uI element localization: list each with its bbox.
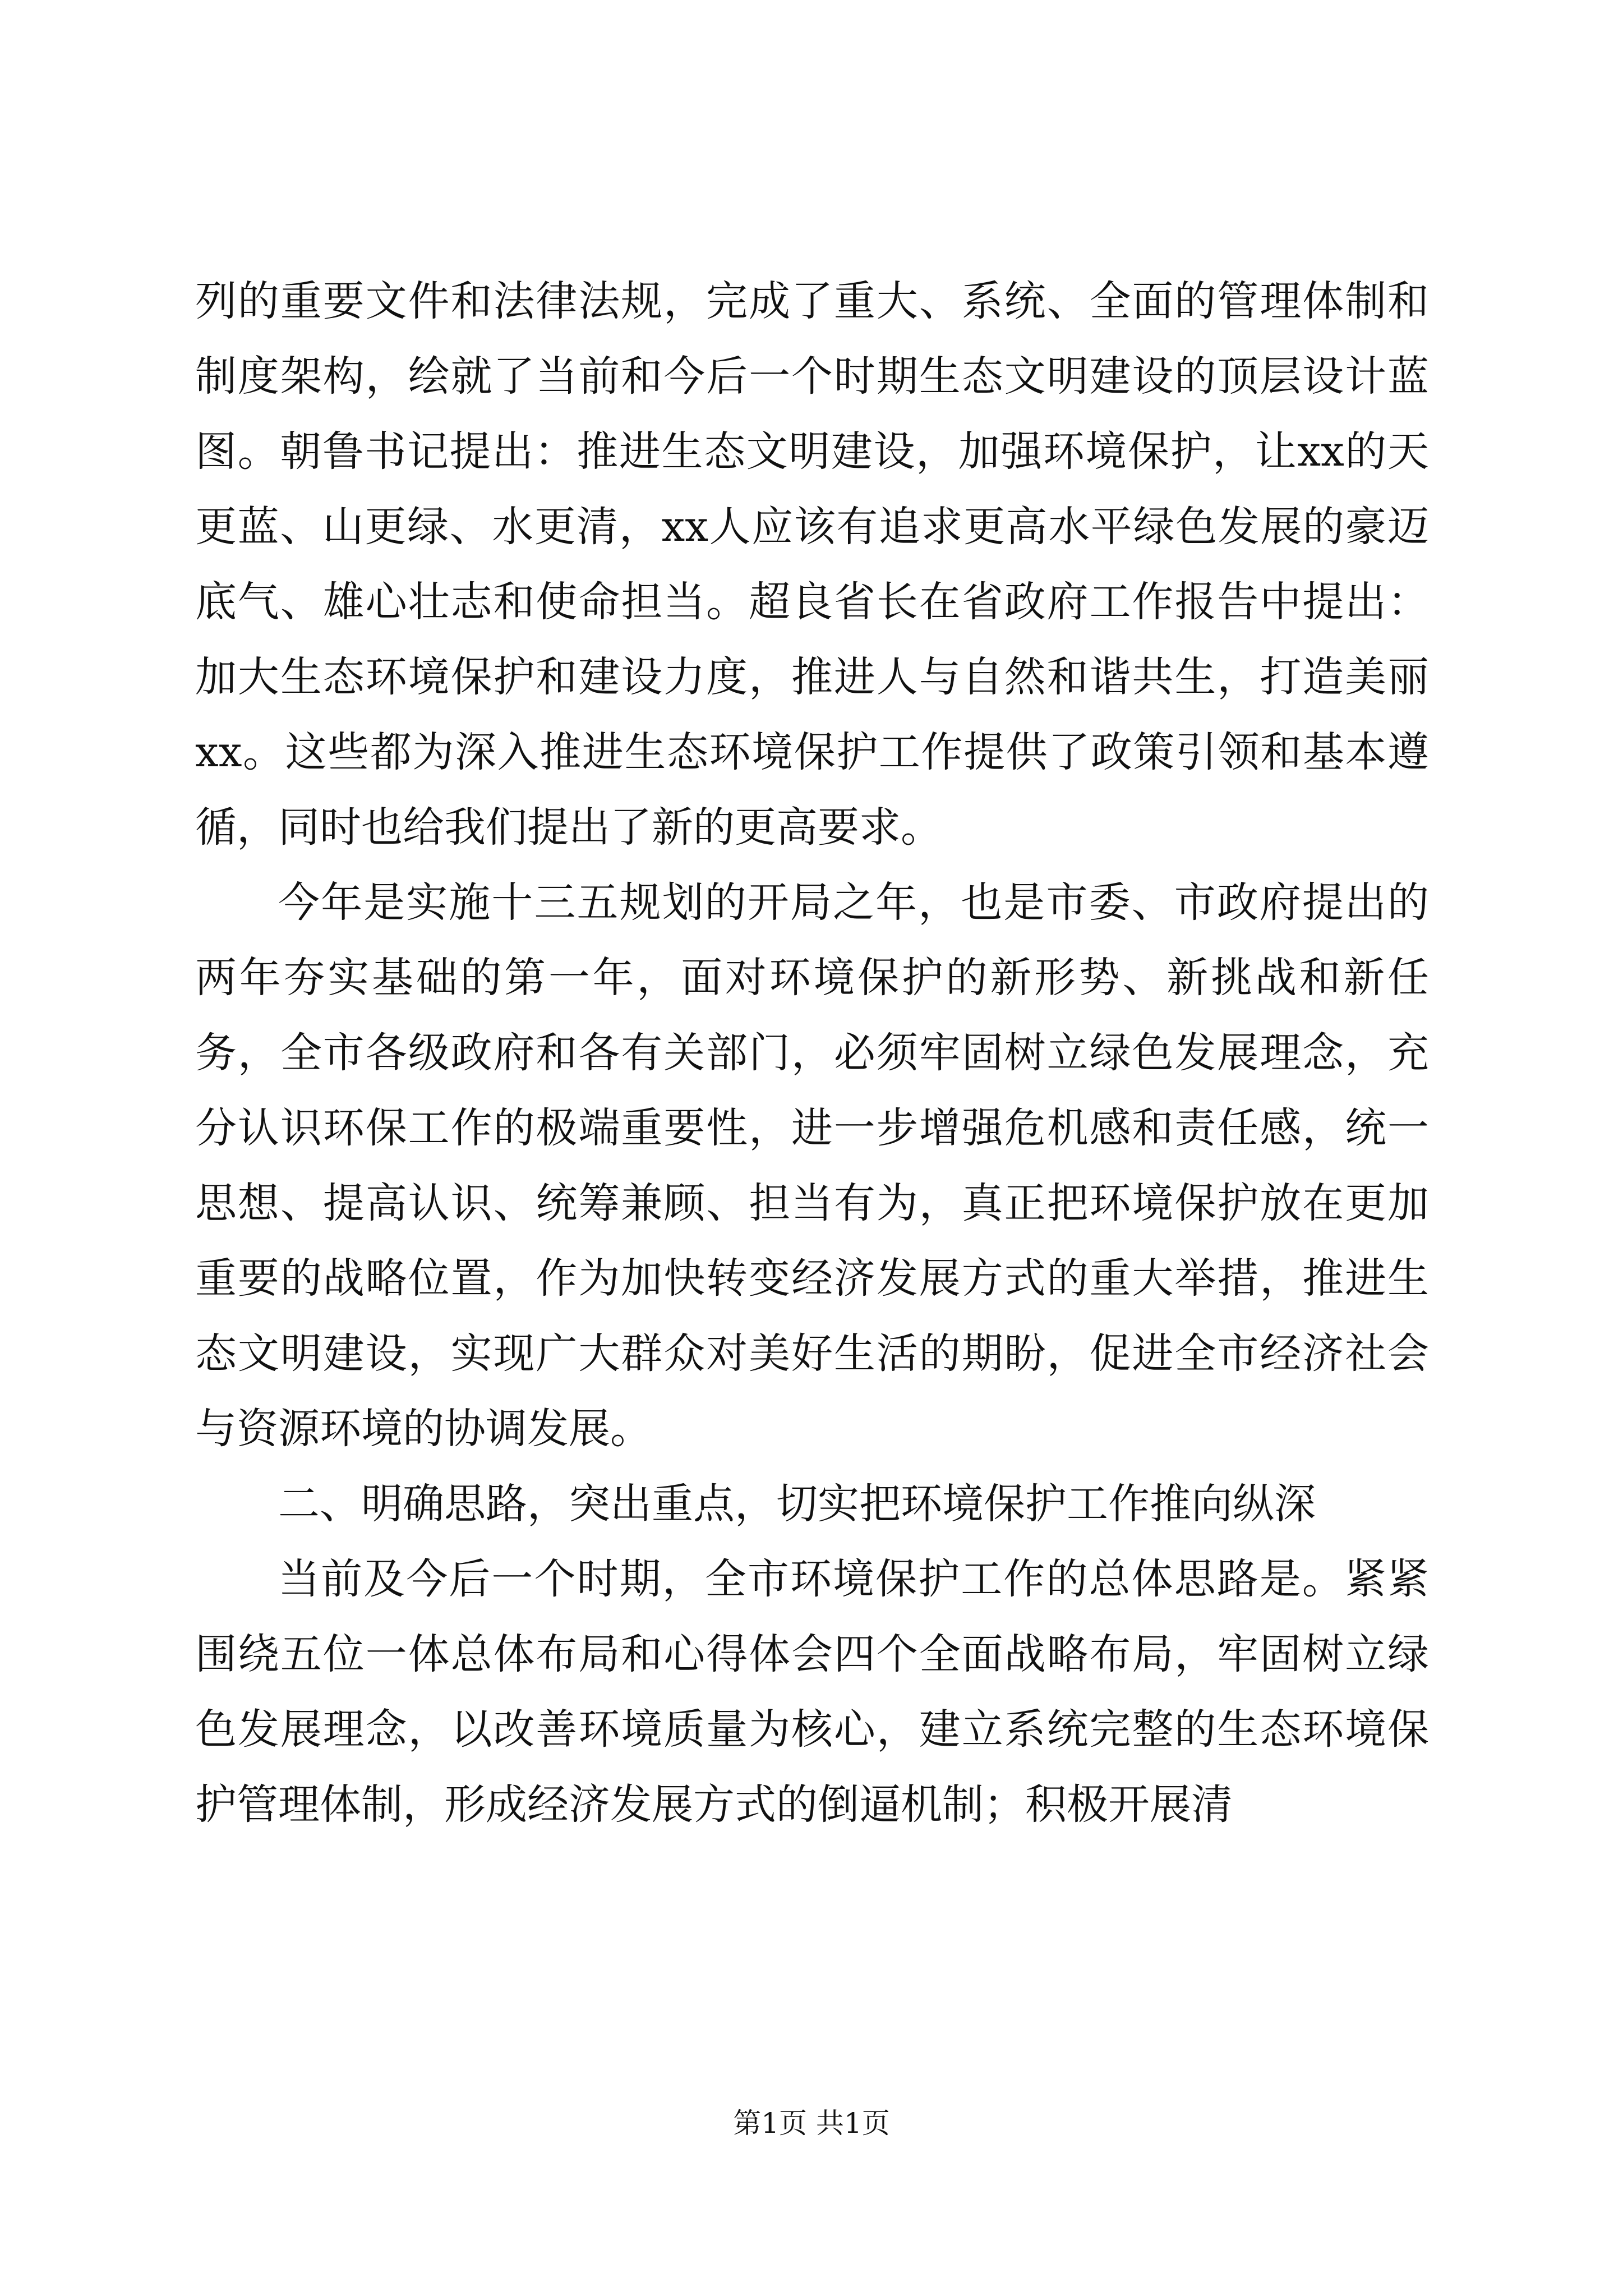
section-heading: 二、明确思路，突出重点，切实把环境保护工作推向纵深 [278,1480,1316,1528]
document-body [195,264,1429,1842]
page-footer: 第1页 共1页 [733,2107,890,2139]
paragraph-2: 今年是实施十三五规划的开局之年，也是市委、市政府提出的两年夯实基础的第一年，面对环境保护的新形势、新挑战和新任务，全市各级政府和各有关部门，必须牢固树立绿色发展理念，充分认识环保工作的极端重要性，进一步增强危机感和责任感，统一思想、提高认识、统筹兼顾、担当有为，真正把环境保护放在更加重要的战略位置，作为加快转变经济发展方式的重大举措，推进生态文明建设，实现广大群众对美好生活的期盼，促进全市经济社会与资源环境的协调发展。 [195,878,1429,1453]
paragraph-3: 当前及今后一个时期，全市环境保护工作的总体思路是。紧紧围绕五位一体总体布局和心得体会四个全面战略布局，牢固树立绿色发展理念，以改善环境质量为核心，建立系统完整的生态环境保护管理体制，形成经济发展方式的倒逼机制；积极开展清 [195,1555,1429,1829]
paragraph-1: 列的重要文件和法律法规，完成了重大、系统、全面的管理体制和制度架构，绘就了当前和今后一个时期生态文明建设的顶层设计蓝图。朝鲁书记提出：推进生态文明建设，加强环境保护，让xx的天更蓝、山更绿、水更清，xx人应该有追求更高水平绿色发展的豪迈底气、雄心壮志和使命担当。超良省长在省政府工作报告中提出：加大生态环境保护和建设力度，推进人与自然和谐共生，打造美丽xx。这些都为深入推进生态环境保护工作提供了政策引领和基本遵循，同时也给我们提出了新的更高要求。 [195,277,1429,852]
